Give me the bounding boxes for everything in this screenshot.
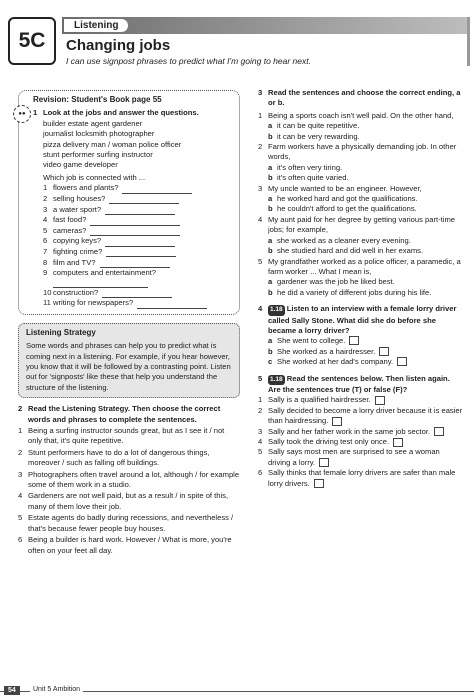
q2-section bbox=[18, 404, 240, 556]
q1-item: 1 flowers and plants? bbox=[33, 183, 233, 194]
option-b[interactable]: b he couldn't afford to get the qualifications. bbox=[268, 204, 417, 214]
page-number: 54 bbox=[4, 686, 20, 695]
q1-item: 11 writing for newspapers? bbox=[33, 298, 233, 309]
q2-item[interactable]: 5 Estate agents do badly during recessions, and nevertheless / that's because fewer people buy houses. bbox=[18, 513, 234, 533]
option-a[interactable]: a gardener was the job he liked best. bbox=[268, 277, 395, 287]
lesson-code: 5C bbox=[8, 17, 56, 65]
right-column bbox=[258, 88, 464, 489]
audio-track-icon[interactable]: 1.18 bbox=[268, 305, 285, 315]
q1-item: 8 film and TV? bbox=[33, 257, 233, 268]
q3-item: 5 My grandfather worked as a police officer, a paramedic, a farm worker ... What I mean is, a gardener was the job he liked best. b he did a variety of different jobs during his life. bbox=[258, 257, 464, 299]
q1-item: 5 cameras? bbox=[33, 226, 233, 237]
option-b[interactable]: b it can be very rewarding. bbox=[268, 131, 360, 141]
section-tag: Listening bbox=[64, 19, 128, 32]
q5-item: 6 Sally thinks that female lorry drivers are safer than male lorry drivers. bbox=[258, 468, 456, 488]
q2-item[interactable]: 6 Being a builder is hard work. However / What is more, you're often on your feet all day. bbox=[18, 535, 232, 555]
q1-item: 7 fighting crime? bbox=[33, 247, 233, 258]
answer-checkbox[interactable] bbox=[349, 336, 359, 345]
answer-blank[interactable] bbox=[53, 279, 148, 288]
option-a[interactable]: a she worked as a cleaner every evening. bbox=[268, 235, 411, 245]
left-column bbox=[18, 90, 240, 556]
answer-blank[interactable] bbox=[90, 218, 180, 226]
jobs-line: builder estate agent gardener bbox=[43, 118, 143, 128]
q1-item: 2 selling houses? bbox=[33, 194, 233, 205]
revision-box bbox=[18, 90, 240, 315]
option-a[interactable]: a he worked hard and got the qualifications. bbox=[268, 194, 418, 204]
q2-item[interactable]: 2 Stunt performers have to do a lot of dangerous things, moreover / such as falling off buildings. bbox=[18, 447, 210, 468]
answer-blank[interactable] bbox=[106, 249, 176, 257]
q5-item: 1 Sally is a qualified hairdresser. bbox=[258, 395, 464, 405]
q3-item: 2 Farm workers have a physically demanding job. In other words, a it's often very tiring. b it's often quite varied. bbox=[258, 142, 464, 184]
tf-box[interactable] bbox=[434, 427, 444, 436]
jobs-line: video game developer bbox=[43, 160, 118, 170]
audio-track-icon[interactable]: 1.18 bbox=[268, 375, 285, 385]
header bbox=[0, 0, 474, 76]
q2-heading: 2 Read the Listening Strategy. Then choose the correct words and phrases to complete the sentences. bbox=[18, 404, 221, 424]
q4-option[interactable]: c She worked at her dad's company. bbox=[258, 357, 464, 367]
tf-box[interactable] bbox=[393, 438, 403, 447]
q3-item: 4 My aunt paid for her degree by getting various part-time jobs; for example, a she worked as a cleaner every evening. b she studied hard and did well in her exams. bbox=[258, 215, 464, 257]
answer-blank[interactable] bbox=[100, 260, 170, 268]
option-a[interactable]: a it's often very tiring. bbox=[268, 162, 343, 172]
q1-item: 6 copying keys? bbox=[33, 236, 233, 247]
jobs-line: pizza delivery man / woman police officer bbox=[43, 139, 182, 149]
q4-option[interactable]: a She went to college. bbox=[258, 336, 464, 346]
which-prompt: Which job is connected with ... bbox=[43, 172, 146, 182]
jobs-line: journalist locksmith photographer bbox=[43, 129, 155, 139]
option-a[interactable]: a it can be quite repetitive. bbox=[268, 121, 360, 131]
revision-title: Revision: Student's Book page 55 bbox=[33, 95, 162, 104]
q5-item: 5 Sally says most men are surprised to see a woman driving a lorry. bbox=[258, 447, 440, 467]
option-b[interactable]: b he did a variety of different jobs during his life. bbox=[268, 287, 432, 297]
q1-item: 9 computers and entertainment? bbox=[43, 268, 156, 278]
q3-item: 3 My uncle wanted to be an engineer. However, a he worked hard and got the qualifications. b he couldn't afford to get the qualifications. bbox=[258, 184, 464, 215]
option-b[interactable]: b it's often quite varied. bbox=[268, 173, 349, 183]
q1-item: 4 fast food? bbox=[33, 215, 233, 226]
answer-blank[interactable] bbox=[105, 207, 175, 215]
q3-item: 1 Being a sports coach isn't well paid. On the other hand, a it can be quite repetitive. b it can be very rewarding. bbox=[258, 111, 464, 142]
q2-item[interactable]: 4 Gardeners are not well paid, but as a result / in spite of this, many of them love their job. bbox=[18, 491, 229, 511]
answer-blank[interactable] bbox=[102, 290, 172, 298]
q2-item[interactable]: 1 Being a surfing instructor sounds great, but as I see it / not only that, it's quite repetitive. bbox=[18, 426, 225, 446]
unit-label: Unit 5 Ambition bbox=[30, 686, 83, 693]
q4-option[interactable]: b She worked as a hairdresser. bbox=[258, 347, 464, 357]
q5-heading: 5 1.18 Read the sentences below. Then listen again. Are the sentences true (T) or false (F)? bbox=[258, 373, 450, 394]
strategy-text: Some words and phrases can help you to predict what is coming next in a listening. For example, if you hear however, you know that it will be followed by a contrasting point. Listen out for 'signposts' like these that help you understand the structure of the listening. bbox=[26, 341, 231, 392]
tf-box[interactable] bbox=[332, 417, 342, 426]
answer-blank[interactable] bbox=[105, 239, 175, 247]
answer-checkbox[interactable] bbox=[397, 357, 407, 366]
answer-checkbox[interactable] bbox=[379, 347, 389, 356]
q1-item: 10 construction? bbox=[33, 288, 233, 299]
q3-heading: 3 Read the sentences and choose the correct ending, a or b. bbox=[258, 88, 461, 108]
tf-box[interactable] bbox=[319, 458, 329, 467]
q1-heading: 1 Look at the jobs and answer the questions. bbox=[33, 108, 199, 118]
strategy-title: Listening Strategy bbox=[26, 327, 96, 337]
option-b[interactable]: b she studied hard and did well in her exams. bbox=[268, 246, 424, 256]
cat-icon: ●● bbox=[13, 105, 31, 123]
tf-box[interactable] bbox=[314, 479, 324, 488]
jobs-list bbox=[33, 119, 233, 171]
jobs-line: stunt performer surfing instructor bbox=[43, 150, 153, 160]
listening-strategy-box bbox=[18, 323, 240, 398]
answer-blank[interactable] bbox=[122, 186, 192, 194]
answer-blank[interactable] bbox=[137, 301, 207, 309]
answer-blank[interactable] bbox=[109, 196, 179, 204]
q5-item: 4 Sally took the driving test only once. bbox=[258, 437, 464, 447]
q5-item: 2 Sally decided to become a lorry driver because it is easier than hairdressing. bbox=[258, 405, 463, 426]
q1-item: 3 a water sport? bbox=[33, 204, 233, 215]
page-subtitle: I can use signpost phrases to predict what I'm going to hear next. bbox=[66, 56, 311, 66]
answer-blank[interactable] bbox=[90, 228, 180, 236]
q5-item: 3 Sally and her father work in the same job sector. bbox=[258, 427, 464, 437]
page-title: Changing jobs bbox=[66, 37, 171, 54]
q2-item[interactable]: 3 Photographers often travel around a lot, although / for example some of them work in a studio. bbox=[18, 469, 240, 490]
q4-heading: 4 1.18 Listen to an interview with a female lorry driver called Sally Stone. What did she do before she became a lorry driver? bbox=[258, 304, 457, 335]
header-side-rule bbox=[467, 17, 470, 66]
page-footer bbox=[0, 686, 474, 698]
tf-box[interactable] bbox=[375, 396, 385, 405]
